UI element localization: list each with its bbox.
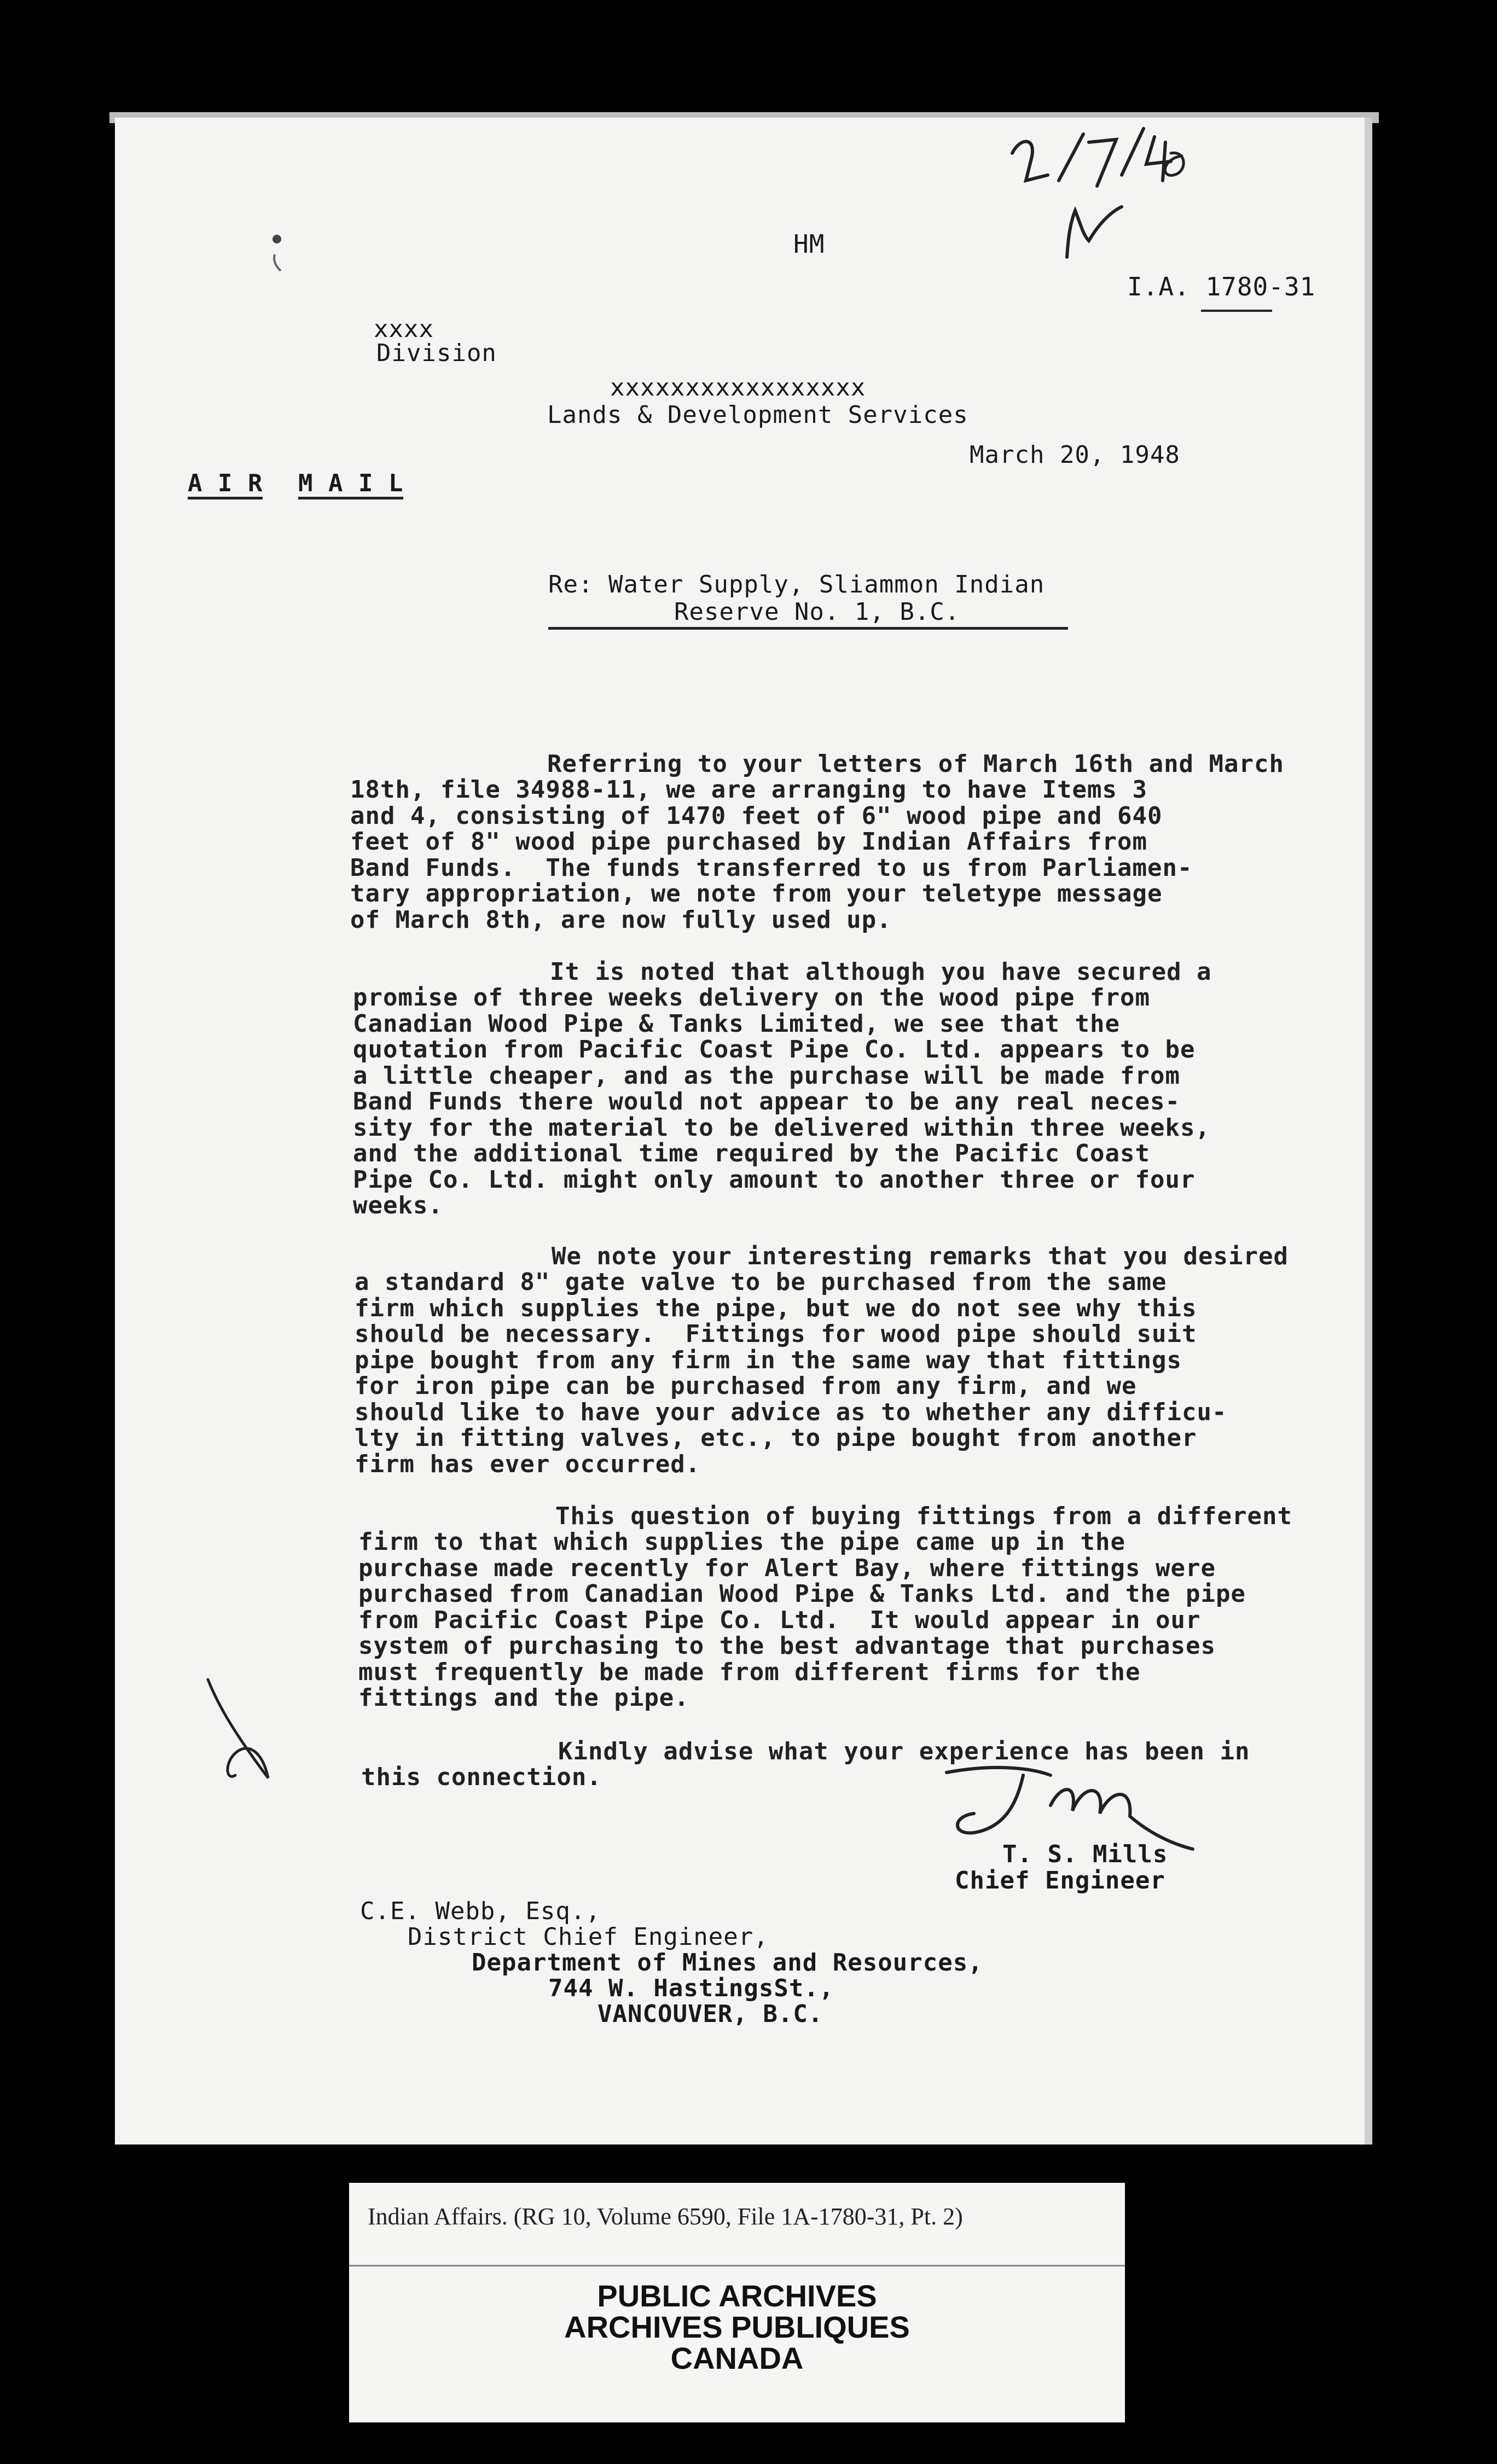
archive-stamp-line-3: CANADA — [670, 2341, 804, 2375]
sender-crossed: xxxx — [374, 315, 434, 343]
hole-punch-mark — [267, 233, 289, 276]
paragraph-3: We note your interesting remarks that you desired a standard 8" gate valve to be purchased from the same firm which supplies the pipe, but we do not see why this should be necessary. Fittings for wood pipe should suit pipe bought from any firm in the same way that fittings for iron pipe can be purchased from any firm, and we should like to have your advice as to whether any difficu- lty in fitting valves, etc., to pipe bought from another firm has ever occurred. — [355, 1242, 1289, 1478]
crossed-line: xxxxxxxxxxxxxxxxx — [610, 374, 866, 402]
paragraph-5: Kindly advise what your experience has been in this connection. — [361, 1737, 1250, 1791]
signature-title: Chief Engineer — [955, 1867, 1165, 1895]
paragraph-1: Referring to your letters of March 16th and March 18th, file 34988-11, we are arranging to have Items 3 and 4, consisting of 1470 feet of 6" wood pipe and 640 feet of 8" wood pipe purchased by Indian Affairs from Band Funds. The funds transferred to us from Parliamen- tary appropriation, we note from your teletype message of March 8th, are now fully used up. — [350, 749, 1284, 934]
handwritten-initial — [1056, 197, 1133, 263]
recipient-line-3: Department of Mines and Resources, — [472, 1949, 983, 1977]
recipient-line-5: VANCOUVER, B.C. — [597, 2000, 823, 2028]
letter-date: March 20, 1948 — [970, 441, 1180, 469]
archive-label-source-band — [349, 2183, 1125, 2267]
air-mail-label-mail: M A I L — [298, 470, 403, 499]
archive-source: Indian Affairs. (RG 10, Volume 6590, File 1A-1780-31, Pt. 2) — [368, 2203, 963, 2230]
margin-scribble — [202, 1674, 279, 1783]
recipient-line-4: 744 W. HastingsSt., — [548, 1974, 834, 2002]
signature-name: T. S. Mills — [1002, 1840, 1168, 1868]
subject-line-1: Re: Water Supply, Sliammon Indian — [548, 571, 1045, 598]
recipient-line-1: C.E. Webb, Esq., — [360, 1897, 601, 1925]
paragraph-2: It is noted that although you have secured a promise of three weeks delivery on the wood pipe from Canadian Wood Pipe & Tanks Limited, we see that the quotation from Pacific Coast Pipe Co. Ltd. appears to be a little cheaper, and as the purchase will be made from Band Funds there would not appear to be any real neces- sity for the material to be delivered within three weeks, and the additional time required by the Pacific Coast Pipe Co. Ltd. might only amount to another three or four weeks. — [353, 957, 1212, 1219]
air-mail-label-air: A I R — [188, 470, 263, 499]
recipient-line-2: District Chief Engineer, — [408, 1923, 769, 1951]
archive-label — [349, 2183, 1125, 2422]
file-reference: I.A. 1780-31 — [1127, 272, 1316, 301]
initials-top: HM — [793, 229, 825, 259]
subject-line-2: Reserve No. 1, B.C. — [674, 598, 960, 626]
handwritten-date — [1007, 120, 1193, 202]
service-name: Lands & Development Services — [547, 401, 968, 429]
subject-underline — [548, 627, 1068, 630]
archive-stamp-line-1: PUBLIC ARCHIVES — [597, 2279, 877, 2313]
archive-stamp-line-2: ARCHIVES PUBLIQUES — [564, 2310, 910, 2344]
sender-division: Division — [376, 339, 497, 367]
file-reference-underline — [1201, 310, 1272, 312]
paragraph-4: This question of buying fittings from a different firm to that which supplies the pipe came up in the purchase made recently for Alert Bay, where fittings were purchased from Canadian Wood Pipe & Tanks Ltd. and the pipe from Pacific Coast Pipe Co. Ltd. It would appear in our system of purchasing to the best advantage that purchases must frequently be made from different firms for the fittings and the pipe. — [358, 1502, 1292, 1712]
